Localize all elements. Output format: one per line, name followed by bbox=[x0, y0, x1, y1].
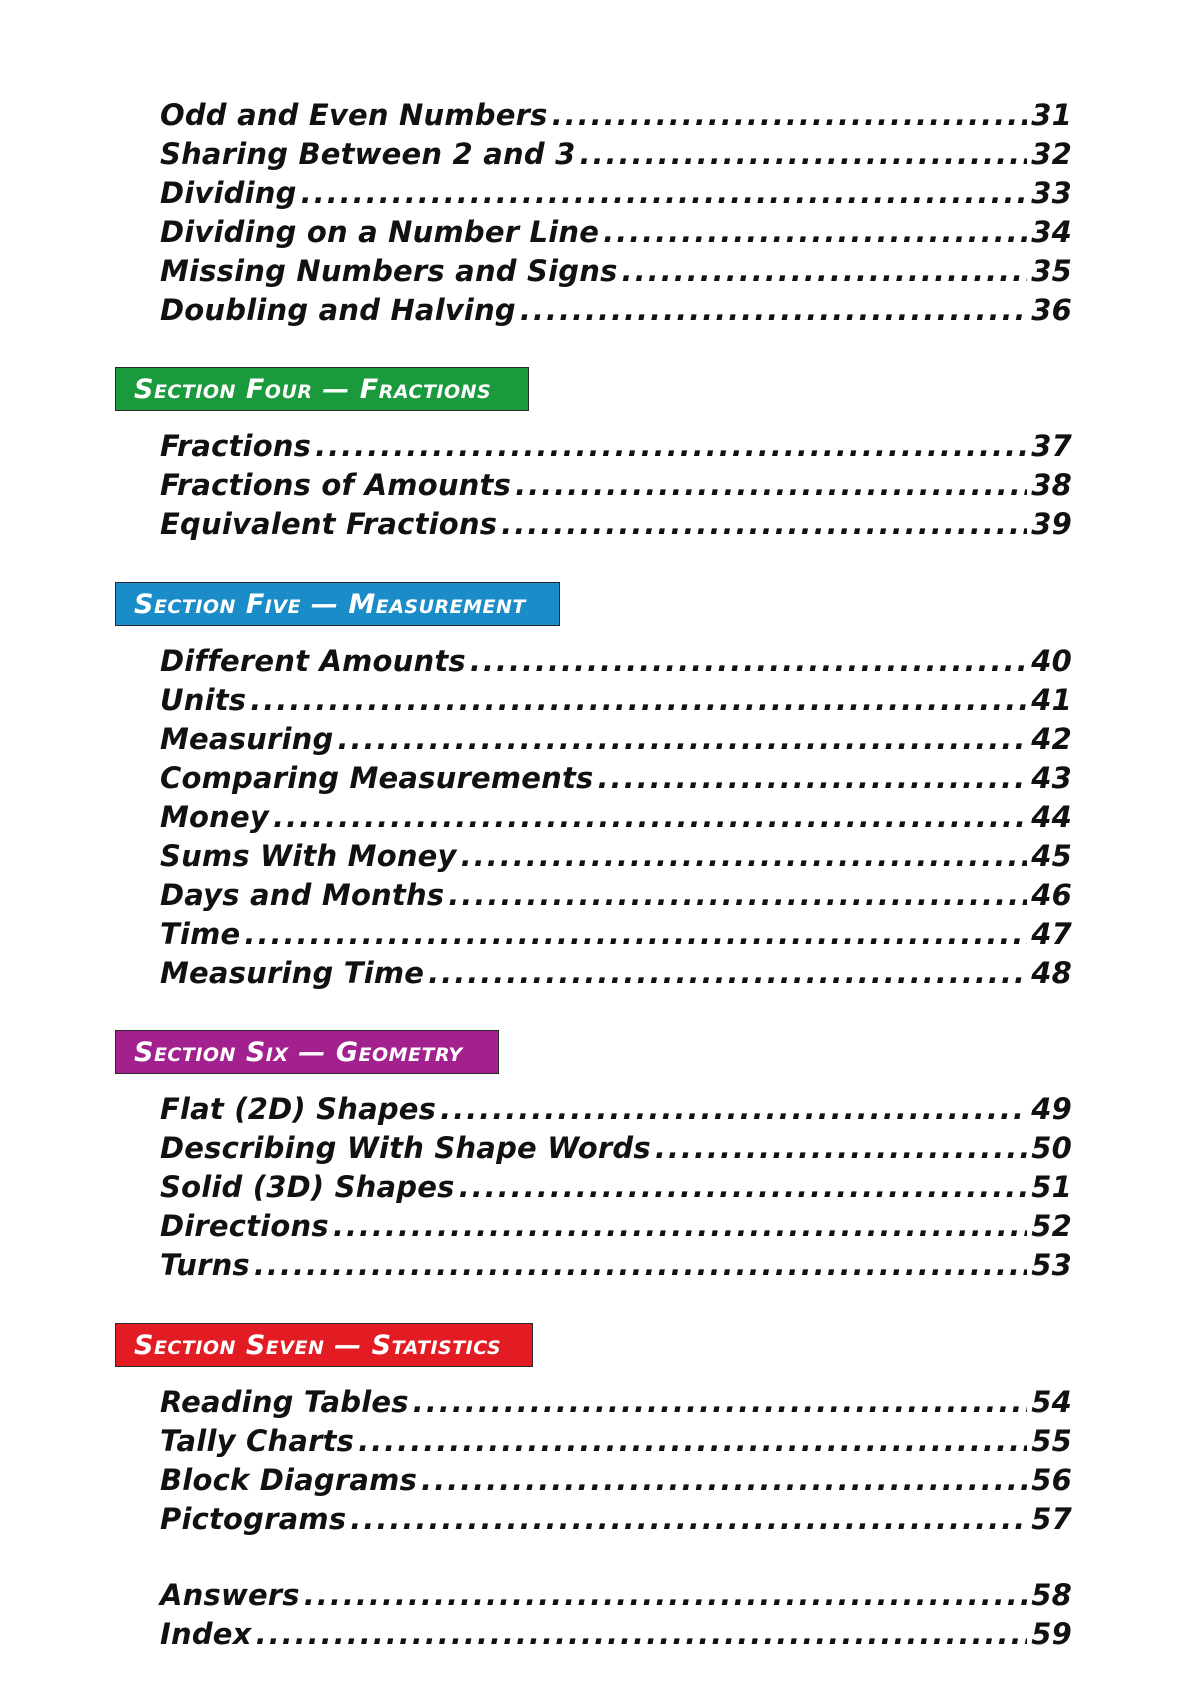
toc-entry[interactable] bbox=[160, 215, 1072, 254]
toc-entry-page: 50 bbox=[1031, 1131, 1072, 1165]
toc-entry-page: 52 bbox=[1031, 1209, 1072, 1243]
toc-entry-page: 45 bbox=[1031, 839, 1072, 873]
toc-entry-page: 34 bbox=[1031, 215, 1072, 249]
toc-entry-title: Pictograms bbox=[160, 1502, 347, 1536]
toc-entry[interactable] bbox=[160, 917, 1072, 956]
toc-entry-title: Tally Charts bbox=[160, 1424, 355, 1458]
section-four-header: Section Four — Fractions bbox=[115, 367, 529, 411]
toc-entry-title: Flat (2D) Shapes bbox=[160, 1092, 437, 1126]
toc-entry-title: Odd and Even Numbers bbox=[160, 98, 548, 132]
toc-entry[interactable] bbox=[160, 644, 1072, 683]
toc-dot-leader bbox=[579, 137, 1027, 171]
toc-entry-title: Dividing on a Number Line bbox=[160, 215, 600, 249]
toc-entry[interactable] bbox=[160, 137, 1072, 176]
toc-group-section-five bbox=[160, 644, 1072, 995]
toc-entry-title: Turns bbox=[160, 1248, 250, 1282]
toc-entry-title: Index bbox=[160, 1617, 252, 1651]
toc-entry[interactable] bbox=[160, 1385, 1072, 1424]
toc-dot-leader bbox=[273, 800, 1027, 834]
toc-entry-page: 55 bbox=[1031, 1424, 1072, 1458]
toc-dot-leader bbox=[428, 956, 1027, 990]
toc-entry-page: 32 bbox=[1031, 137, 1072, 171]
toc-dot-leader bbox=[256, 1617, 1028, 1651]
toc-entry[interactable] bbox=[160, 1578, 1072, 1617]
toc-dot-leader bbox=[603, 215, 1027, 249]
toc-entry-title: Solid (3D) Shapes bbox=[160, 1170, 455, 1204]
toc-entry-title: Fractions of Amounts bbox=[160, 468, 512, 502]
toc-entry[interactable] bbox=[160, 1092, 1072, 1131]
toc-entry-page: 39 bbox=[1031, 507, 1072, 541]
toc-entry-title: Money bbox=[160, 800, 269, 834]
toc-dot-leader bbox=[421, 1463, 1027, 1497]
toc-dot-leader bbox=[470, 644, 1027, 678]
toc-dot-leader bbox=[315, 429, 1027, 463]
toc-entry-title: Describing With Shape Words bbox=[160, 1131, 651, 1165]
toc-entry[interactable] bbox=[160, 800, 1072, 839]
toc-entry-title: Missing Numbers and Signs bbox=[160, 254, 618, 288]
toc-dot-leader bbox=[598, 761, 1028, 795]
toc-dot-leader bbox=[304, 1578, 1027, 1612]
toc-entry-title: Reading Tables bbox=[160, 1385, 409, 1419]
toc-entry-title: Fractions bbox=[160, 429, 312, 463]
toc-entry-title: Different Amounts bbox=[160, 644, 466, 678]
toc-entry[interactable] bbox=[160, 468, 1072, 507]
toc-entry-page: 44 bbox=[1031, 800, 1072, 834]
toc-entry[interactable] bbox=[160, 722, 1072, 761]
toc-dot-leader bbox=[254, 1248, 1027, 1282]
toc-entry-page: 43 bbox=[1031, 761, 1072, 795]
toc-dot-leader bbox=[350, 1502, 1027, 1536]
toc-dot-leader bbox=[622, 254, 1028, 288]
toc-entry-title: Time bbox=[160, 917, 241, 951]
toc-entry-page: 49 bbox=[1031, 1092, 1072, 1126]
toc-entry-page: 41 bbox=[1031, 683, 1072, 717]
toc-dot-leader bbox=[448, 878, 1027, 912]
toc-entry-page: 35 bbox=[1031, 254, 1072, 288]
toc-entry-page: 36 bbox=[1031, 293, 1072, 327]
toc-group-section-four bbox=[160, 429, 1072, 546]
toc-entry-page: 40 bbox=[1031, 644, 1072, 678]
toc-entry[interactable] bbox=[160, 1170, 1072, 1209]
toc-entry-page: 42 bbox=[1031, 722, 1072, 756]
toc-entry-title: Comparing Measurements bbox=[160, 761, 594, 795]
toc-entry-page: 31 bbox=[1031, 98, 1072, 132]
toc-entry-title: Directions bbox=[160, 1209, 329, 1243]
toc-entry-page: 57 bbox=[1031, 1502, 1072, 1536]
toc-dot-leader bbox=[655, 1131, 1027, 1165]
toc-entry[interactable] bbox=[160, 98, 1072, 137]
toc-entry-page: 38 bbox=[1031, 468, 1072, 502]
toc-entry-page: 54 bbox=[1031, 1385, 1072, 1419]
toc-dot-leader bbox=[358, 1424, 1027, 1458]
toc-entry-title: Block Diagrams bbox=[160, 1463, 418, 1497]
toc-dot-leader bbox=[459, 1170, 1028, 1204]
toc-entry-page: 37 bbox=[1031, 429, 1072, 463]
toc-dot-leader bbox=[250, 683, 1027, 717]
toc-entry[interactable] bbox=[160, 429, 1072, 468]
toc-entry-page: 48 bbox=[1031, 956, 1072, 990]
toc-entry-title: Answers bbox=[160, 1578, 300, 1612]
toc-group-back-matter bbox=[160, 1578, 1072, 1656]
toc-dot-leader bbox=[337, 722, 1027, 756]
toc-group-section-six bbox=[160, 1092, 1072, 1287]
toc-entry-page: 53 bbox=[1031, 1248, 1072, 1282]
toc-entry[interactable] bbox=[160, 1209, 1072, 1248]
section-six-header: Section Six — Geometry bbox=[115, 1030, 499, 1074]
toc-entry[interactable] bbox=[160, 1502, 1072, 1541]
toc-entry-title: Days and Months bbox=[160, 878, 445, 912]
toc-entry[interactable] bbox=[160, 1617, 1072, 1656]
toc-entry[interactable] bbox=[160, 683, 1072, 722]
toc-dot-leader bbox=[515, 468, 1027, 502]
toc-entry-page: 58 bbox=[1031, 1578, 1072, 1612]
toc-entry-title: Equivalent Fractions bbox=[160, 507, 498, 541]
toc-group-top bbox=[160, 98, 1072, 332]
toc-entry[interactable] bbox=[160, 761, 1072, 800]
toc-entry-page: 51 bbox=[1031, 1170, 1072, 1204]
toc-group-section-seven bbox=[160, 1385, 1072, 1541]
toc-entry[interactable] bbox=[160, 1248, 1072, 1287]
toc-entry[interactable] bbox=[160, 839, 1072, 878]
toc-entry[interactable] bbox=[160, 293, 1072, 332]
toc-dot-leader bbox=[440, 1092, 1027, 1126]
section-five-header: Section Five — Measurement bbox=[115, 582, 560, 626]
toc-entry[interactable] bbox=[160, 507, 1072, 546]
section-seven-header: Section Seven — Statistics bbox=[115, 1323, 533, 1367]
toc-entry-title: Sharing Between 2 and 3 bbox=[160, 137, 576, 171]
toc-entry-page: 47 bbox=[1031, 917, 1072, 951]
toc-dot-leader bbox=[413, 1385, 1028, 1419]
toc-entry-title: Measuring Time bbox=[160, 956, 425, 990]
toc-entry[interactable] bbox=[160, 1463, 1072, 1502]
toc-dot-leader bbox=[520, 293, 1027, 327]
toc-entry-page: 33 bbox=[1031, 176, 1072, 210]
toc-entry[interactable] bbox=[160, 254, 1072, 293]
toc-dot-leader bbox=[244, 917, 1027, 951]
toc-entry[interactable] bbox=[160, 1131, 1072, 1170]
toc-entry[interactable] bbox=[160, 878, 1072, 917]
toc-entry[interactable] bbox=[160, 176, 1072, 215]
toc-entry[interactable] bbox=[160, 1424, 1072, 1463]
toc-entry-page: 56 bbox=[1031, 1463, 1072, 1497]
toc-dot-leader bbox=[333, 1209, 1027, 1243]
toc-entry-title: Dividing bbox=[160, 176, 297, 210]
toc-dot-leader bbox=[552, 98, 1028, 132]
toc-dot-leader bbox=[501, 507, 1027, 541]
toc-entry-title: Units bbox=[160, 683, 247, 717]
toc-entry-title: Measuring bbox=[160, 722, 334, 756]
toc-entry-page: 46 bbox=[1031, 878, 1072, 912]
toc-entry-title: Doubling and Halving bbox=[160, 293, 516, 327]
toc-entry-title: Sums With Money bbox=[160, 839, 457, 873]
toc-entry-page: 59 bbox=[1031, 1617, 1072, 1651]
toc-dot-leader bbox=[461, 839, 1028, 873]
toc-dot-leader bbox=[301, 176, 1028, 210]
toc-entry[interactable] bbox=[160, 956, 1072, 995]
